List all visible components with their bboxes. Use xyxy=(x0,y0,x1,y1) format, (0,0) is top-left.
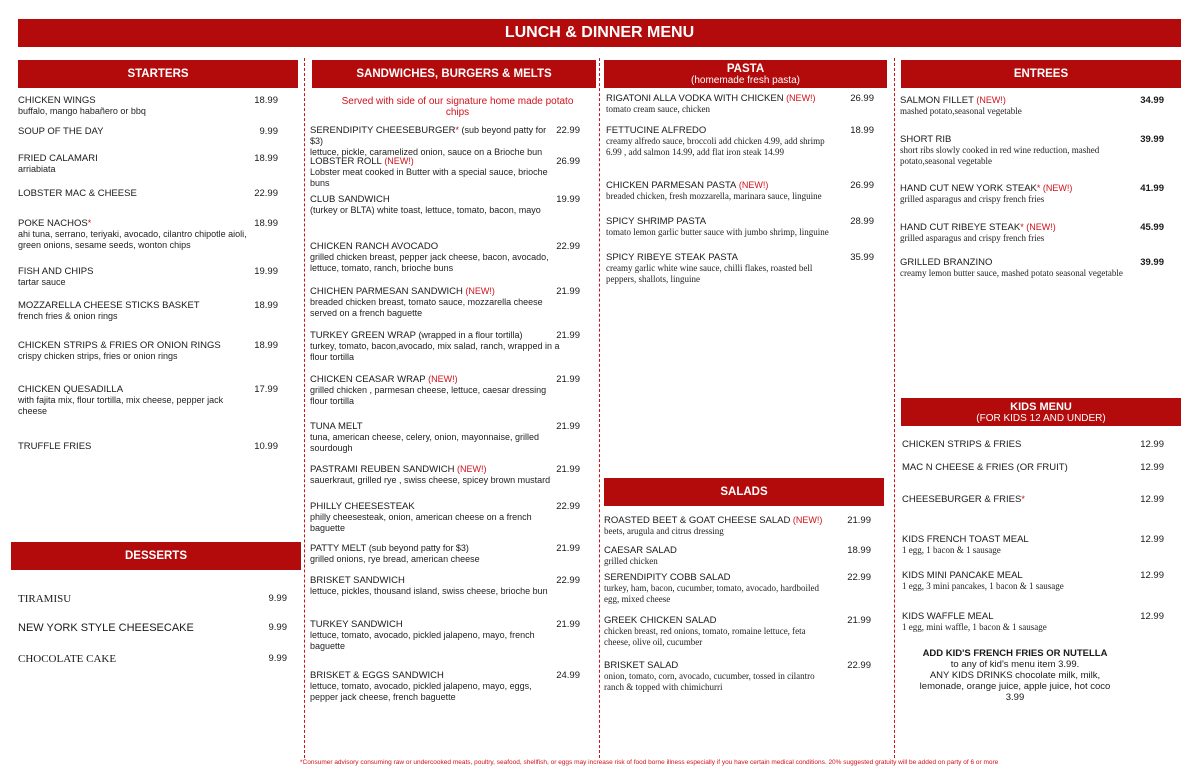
pasta-heading xyxy=(604,60,887,88)
item-description: 1 egg, 1 bacon & 1 sausage xyxy=(902,545,1001,555)
item-price: 26.99 xyxy=(556,156,580,167)
item-price: 18.99 xyxy=(850,125,874,136)
sandwiches-note: Served with side of our signature home made potato chips xyxy=(341,96,574,118)
item-star: * xyxy=(1020,222,1024,232)
item-price: 22.99 xyxy=(556,241,580,252)
item-name: LOBSTER ROLL xyxy=(310,156,382,167)
salads-heading: SALADS xyxy=(604,478,884,506)
kids-addon-line2: to any of kid's menu item 3.99. xyxy=(950,659,1080,670)
item-price: 21.99 xyxy=(847,615,871,626)
dessert-price: 9.99 xyxy=(268,622,287,633)
item-name: BRISKET SANDWICH xyxy=(310,575,405,586)
item-price: 22.99 xyxy=(847,572,871,583)
item-description: tuna, american cheese, celery, onion, mayonnaise, grilled sourdough xyxy=(310,432,539,453)
item-description: french fries & onion rings xyxy=(18,311,118,321)
starters-item xyxy=(18,95,248,117)
desserts-heading: DESSERTS xyxy=(11,542,301,570)
item-extra: (sub beyond patty for $3) xyxy=(310,125,547,146)
starters-item xyxy=(18,300,248,322)
item-name: CLUB SANDWICH xyxy=(310,194,390,205)
item-price: 18.99 xyxy=(847,545,871,556)
item-name: FETTUCINE ALFREDO xyxy=(606,125,707,136)
item-description: grilled chicken xyxy=(604,556,658,566)
item-name: KIDS WAFFLE MEAL xyxy=(902,611,994,622)
entrees-item xyxy=(900,257,1125,279)
sandwiches-item xyxy=(310,421,560,454)
item-description: creamy garlic white wine sauce, chilli flakes, roasted bell peppers, shallots, linguine xyxy=(606,263,813,284)
dessert-name: TIRAMISU xyxy=(18,593,72,605)
pasta-item xyxy=(606,125,834,158)
entrees-heading: ENTREES xyxy=(901,60,1181,88)
item-description: lettuce, tomato, avocado, pickled jalapeno, mayo, eggs, pepper jack cheese, french baguette xyxy=(310,681,532,702)
item-price: 17.99 xyxy=(254,384,278,395)
item-description: sauerkraut, grilled rye , swiss cheese, spicey brown mustard xyxy=(310,475,551,485)
item-description: grilled chicken breast, pepper jack cheese, bacon, avocado, lettuce, tomato, ranch, brioche buns xyxy=(310,252,549,273)
item-price: 22.99 xyxy=(556,501,580,512)
pasta-item xyxy=(606,180,834,202)
pasta-item xyxy=(606,216,834,238)
item-price: 21.99 xyxy=(556,286,580,297)
item-name: CHICKEN CEASAR WRAP xyxy=(310,374,426,385)
salads-item xyxy=(604,615,834,648)
entrees-item xyxy=(900,95,1125,117)
new-badge: (NEW!) xyxy=(973,95,1006,105)
item-extra: (wrapped in a flour tortilla) xyxy=(415,330,523,340)
item-description: crispy chicken strips, fries or onion rings xyxy=(18,351,178,361)
item-description: beets, arugula and citrus dressing xyxy=(604,526,724,536)
item-name: TUNA MELT xyxy=(310,421,363,432)
consumer-advisory: *Consumer advisory consuming raw or undercooked meats, poultry, seafood, shellfish, or eggs may increase risk of food borne illness especially if you have certain medical conditions. 20% suggested gratuity will be added on party of 6 or more xyxy=(300,759,999,766)
item-name: ROASTED BEET & GOAT CHEESE SALAD xyxy=(604,515,791,526)
item-description: onion, tomato, corn, avocado, cucumber, tossed in cilantro ranch & topped with chimichurri xyxy=(604,671,815,692)
new-badge: (NEW!) xyxy=(462,286,495,296)
column-divider xyxy=(894,58,895,758)
sandwiches-item xyxy=(310,374,560,407)
item-price: 18.99 xyxy=(254,300,278,311)
item-name: PATTY MELT xyxy=(310,543,367,554)
item-name: CHICKEN STRIPS & FRIES OR ONION RINGS xyxy=(18,340,221,351)
item-description: breaded chicken, fresh mozzarella, marinara sauce, linguine xyxy=(606,191,822,201)
item-name: SOUP OF THE DAY xyxy=(18,126,104,137)
sandwiches-item xyxy=(310,330,560,363)
kids-heading xyxy=(901,398,1181,426)
item-price: 19.99 xyxy=(254,266,278,277)
item-price: 24.99 xyxy=(556,670,580,681)
item-name: SHORT RIB xyxy=(900,134,952,145)
item-name: FRIED CALAMARI xyxy=(18,153,98,164)
item-name: SERENDIPITY CHEESEBURGER xyxy=(310,125,456,136)
sandwiches-item xyxy=(310,619,560,652)
kids-subtitle: (FOR KIDS 12 AND UNDER) xyxy=(976,413,1106,424)
sandwiches-item xyxy=(310,125,560,158)
item-description: grilled chicken , parmesan cheese, lettuce, caesar dressing flour tortilla xyxy=(310,385,547,406)
item-description: breaded chicken breast, tomato sauce, mozzarella cheese served on a french baguette xyxy=(310,297,543,318)
item-description: chicken breast, red onions, tomato, romaine lettuce, feta cheese, olive oil, cucumber xyxy=(604,626,806,647)
starters-item xyxy=(18,153,248,175)
item-price: 12.99 xyxy=(1140,439,1164,450)
item-description: creamy alfredo sauce, broccoli add chicken 4.99, add shrimp 6.99 , add salmon 14.99, add flat iron steak 14.99 xyxy=(606,136,825,157)
menu-title: LUNCH & DINNER MENU xyxy=(18,19,1181,47)
new-badge: (NEW!) xyxy=(1040,183,1073,193)
sandwiches-heading: SANDWICHES, BURGERS & MELTS xyxy=(312,60,596,88)
item-price: 21.99 xyxy=(556,619,580,630)
item-price: 12.99 xyxy=(1140,570,1164,581)
item-name: MAC N CHEESE & FRIES (OR FRUIT) xyxy=(902,462,1068,473)
kids-item xyxy=(902,462,1122,473)
item-name: CAESAR SALAD xyxy=(604,545,677,556)
dessert-price: 9.99 xyxy=(268,653,287,664)
item-description: (turkey or BLTA) white toast, lettuce, tomato, bacon, mayo xyxy=(310,205,541,215)
item-price: 12.99 xyxy=(1140,534,1164,545)
kids-title: KIDS MENU xyxy=(1010,401,1072,413)
item-price: 28.99 xyxy=(850,216,874,227)
starters-item xyxy=(18,218,248,251)
item-name: SPICY SHRIMP PASTA xyxy=(606,216,707,227)
pasta-item xyxy=(606,252,834,285)
item-name: SALMON FILLET xyxy=(900,95,974,106)
item-price: 21.99 xyxy=(556,330,580,341)
item-description: philly cheesesteak, onion, american cheese on a french baguette xyxy=(310,512,532,533)
starters-heading: STARTERS xyxy=(18,60,298,88)
item-price: 21.99 xyxy=(847,515,871,526)
item-description: 1 egg, 3 mini pancakes, 1 bacon & 1 sausage xyxy=(902,581,1064,591)
item-extra: (sub beyond patty for $3) xyxy=(366,543,469,553)
item-name: HAND CUT NEW YORK STEAK xyxy=(900,183,1037,194)
new-badge: (NEW!) xyxy=(790,515,823,525)
item-price: 21.99 xyxy=(556,374,580,385)
sandwiches-item xyxy=(310,241,560,274)
item-name: LOBSTER MAC & CHEESE xyxy=(18,188,137,199)
kids-addon-line1: ADD KID'S FRENCH FRIES OR NUTELLA xyxy=(922,648,1108,659)
item-description: lettuce, pickle, caramelized onion, sauce on a Brioche bun xyxy=(310,147,543,157)
salads-item xyxy=(604,545,834,567)
salads-item xyxy=(604,572,834,605)
sandwiches-item xyxy=(310,575,560,597)
pasta-item xyxy=(606,93,834,115)
item-description: mashed potato,seasonal vegetable xyxy=(900,106,1022,116)
item-description: arriabiata xyxy=(18,164,56,174)
item-star: * xyxy=(1036,183,1041,193)
item-price: 22.99 xyxy=(254,188,278,199)
item-name: CHICKEN PARMESAN PASTA xyxy=(606,180,737,191)
item-name: GRILLED BRANZINO xyxy=(900,257,993,268)
item-name: TURKEY SANDWICH xyxy=(310,619,403,630)
item-price: 18.99 xyxy=(254,95,278,106)
item-price: 21.99 xyxy=(556,543,580,554)
item-name: CHICKEN QUESADILLA xyxy=(18,384,124,395)
item-name: CHICKEN RANCH AVOCADO xyxy=(310,241,439,252)
item-price: 39.99 xyxy=(1140,257,1164,268)
item-price: 9.99 xyxy=(259,126,278,137)
dessert-name: NEW YORK STYLE CHEESECAKE xyxy=(18,622,194,634)
item-description: creamy lemon butter sauce, mashed potato seasonal vegetable xyxy=(900,268,1123,278)
item-name: SERENDIPITY COBB SALAD xyxy=(604,572,731,583)
item-description: grilled onions, rye bread, american cheese xyxy=(310,554,480,564)
item-name: BRISKET SALAD xyxy=(604,660,679,671)
item-name: FISH AND CHIPS xyxy=(18,266,94,277)
item-name: CHICHEN PARMESAN SANDWICH xyxy=(310,286,463,297)
item-star: * xyxy=(455,125,460,135)
item-star: * xyxy=(87,218,92,228)
new-badge: (NEW!) xyxy=(425,374,458,384)
item-name: CHICKEN STRIPS & FRIES xyxy=(902,439,1022,450)
starters-item xyxy=(18,441,248,452)
item-description: short ribs slowly cooked in red wine reduction, mashed potato,seasonal vegetable xyxy=(900,145,1100,166)
item-price: 18.99 xyxy=(254,340,278,351)
column-divider xyxy=(304,58,305,758)
item-price: 12.99 xyxy=(1140,611,1164,622)
item-description: lettuce, tomato, avocado, pickled jalapeno, mayo, french baguette xyxy=(310,630,535,651)
kids-item xyxy=(902,570,1122,592)
item-name: MOZZARELLA CHEESE STICKS BASKET xyxy=(18,300,200,311)
entrees-item xyxy=(900,134,1125,167)
item-name: KIDS MINI PANCAKE MEAL xyxy=(902,570,1023,581)
item-name: POKE NACHOS xyxy=(18,218,88,229)
item-price: 22.99 xyxy=(556,575,580,586)
column-divider xyxy=(599,58,600,758)
item-name: TURKEY GREEN WRAP xyxy=(310,330,416,341)
salads-item xyxy=(604,660,834,693)
item-price: 21.99 xyxy=(556,421,580,432)
item-description: with fajita mix, flour tortilla, mix cheese, pepper jack cheese xyxy=(18,395,224,416)
item-description: 1 egg, mini waffle, 1 bacon & 1 sausage xyxy=(902,622,1047,632)
item-name: RIGATONI ALLA VODKA WITH CHICKEN xyxy=(606,93,784,104)
item-name: HAND CUT RIBEYE STEAK xyxy=(900,222,1021,233)
kids-item xyxy=(902,611,1122,633)
new-badge: (NEW!) xyxy=(1023,222,1056,232)
kids-item xyxy=(902,534,1122,556)
sandwiches-item xyxy=(310,286,560,319)
kids-addon-note xyxy=(915,648,1115,703)
new-badge: (NEW!) xyxy=(454,464,487,474)
item-name: KIDS FRENCH TOAST MEAL xyxy=(902,534,1029,545)
pasta-title: PASTA xyxy=(726,63,765,75)
item-name: PHILLY CHEESESTEAK xyxy=(310,501,415,512)
starters-item xyxy=(18,126,248,137)
sandwiches-item xyxy=(310,501,560,534)
item-name: SPICY RIBEYE STEAK PASTA xyxy=(606,252,738,263)
item-description: turkey, ham, bacon, cucumber, tomato, avocado, hardboiled egg, mixed cheese xyxy=(604,583,819,604)
item-price: 12.99 xyxy=(1140,494,1164,505)
item-price: 18.99 xyxy=(254,218,278,229)
starters-item xyxy=(18,384,248,417)
item-price: 41.99 xyxy=(1140,183,1164,194)
item-price: 12.99 xyxy=(1140,462,1164,473)
item-price: 26.99 xyxy=(850,180,874,191)
item-name: TRUFFLE FRIES xyxy=(18,441,92,452)
item-price: 10.99 xyxy=(254,441,278,452)
item-description: lettuce, pickles, thousand island, swiss cheese, brioche bun xyxy=(310,586,548,596)
item-price: 21.99 xyxy=(556,464,580,475)
item-name: CHEESEBURGER & FRIES xyxy=(902,494,1022,505)
item-description: tartar sauce xyxy=(18,277,66,287)
item-description: tomato cream sauce, chicken xyxy=(606,104,710,114)
item-price: 39.99 xyxy=(1140,134,1164,145)
item-description: grilled asparagus and crispy french fries xyxy=(900,233,1045,243)
item-star: * xyxy=(1021,494,1025,504)
sandwiches-item xyxy=(310,464,560,486)
item-description: ahi tuna, serrano, teriyaki, avocado, cilantro chipotle aioli, green onions, sesame seeds, wonton chips xyxy=(18,229,247,250)
item-price: 22.99 xyxy=(847,660,871,671)
item-name: PASTRAMI REUBEN SANDWICH xyxy=(310,464,455,475)
dessert-name: CHOCOLATE CAKE xyxy=(18,653,117,665)
item-description: Lobster meat cooked in Butter with a special sauce, brioche buns xyxy=(310,167,548,188)
kids-addon-line3: ANY KIDS DRINKS chocolate milk, milk, lemonade, orange juice, apple juice, hot coco 3.99 xyxy=(919,670,1111,703)
item-description: tomato lemon garlic butter sauce with jumbo shrimp, linguine xyxy=(606,227,829,237)
salads-item xyxy=(604,515,834,537)
pasta-subtitle: (homemade fresh pasta) xyxy=(691,75,800,86)
new-badge: (NEW!) xyxy=(381,156,414,166)
sandwiches-item xyxy=(310,156,560,189)
starters-item xyxy=(18,340,248,362)
item-price: 18.99 xyxy=(254,153,278,164)
item-price: 19.99 xyxy=(556,194,580,205)
item-price: 34.99 xyxy=(1140,95,1164,106)
item-price: 26.99 xyxy=(850,93,874,104)
entrees-item xyxy=(900,222,1125,244)
entrees-item xyxy=(900,183,1125,205)
item-description: turkey, tomato, bacon,avocado, mix salad, ranch, wrapped in a flour tortilla xyxy=(310,341,560,362)
item-name: GREEK CHICKEN SALAD xyxy=(604,615,717,626)
kids-item xyxy=(902,439,1122,450)
item-price: 35.99 xyxy=(850,252,874,263)
item-description: buffalo, mango habañero or bbq xyxy=(18,106,146,116)
starters-item xyxy=(18,188,248,199)
dessert-price: 9.99 xyxy=(268,593,287,604)
new-badge: (NEW!) xyxy=(783,93,816,103)
item-name: CHICKEN WINGS xyxy=(18,95,96,106)
sandwiches-item xyxy=(310,194,560,216)
item-name: BRISKET & EGGS SANDWICH xyxy=(310,670,444,681)
new-badge: (NEW!) xyxy=(736,180,769,190)
item-price: 45.99 xyxy=(1140,222,1164,233)
item-price: 22.99 xyxy=(556,125,580,136)
sandwiches-item xyxy=(310,670,560,703)
starters-item xyxy=(18,266,248,288)
kids-item xyxy=(902,494,1122,505)
sandwiches-item xyxy=(310,543,560,565)
item-description: grilled asparagus and crispy french fries xyxy=(900,194,1045,204)
